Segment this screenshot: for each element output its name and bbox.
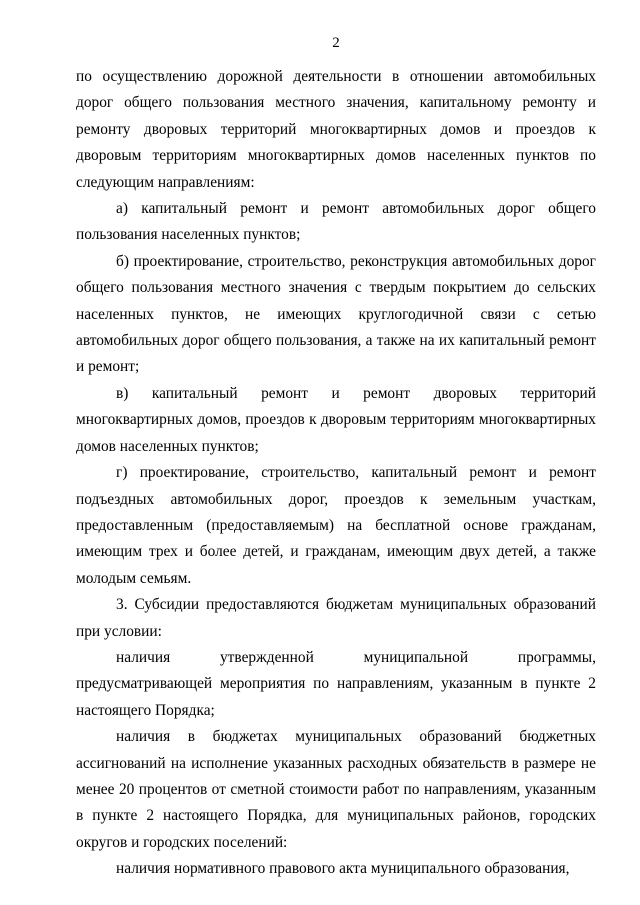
page-number: 2 (332, 35, 340, 51)
list-item-v: в) капитальный ремонт и ремонт дворовых территорий многоквартирных домов, проездов к дворовым территориям многоквартирных домов населенных пунктов; (76, 384, 596, 455)
condition-program: наличия утвержденной муниципальной программы, предусматривающей мероприятия по направлениям, указанным в пункте 2 настоящего Порядка; (76, 648, 596, 719)
condition-budget: наличия в бюджетах муниципальных образований бюджетных ассигнований на исполнение указанных расходных обязательств в размере не менее 20 процентов от сметной стоимости работ по направлениям, указанным в пункте 2 настоящего Порядка, для муниципальных районов, городских округов и городских поселений: (76, 728, 596, 851)
document-body (76, 64, 596, 883)
list-item-b: б) проектирование, строительство, реконструкция автомобильных дорог общего пользования местного значения с твердым покрытием до сельских населенных пунктов, не имеющих круглогодичной связи с сетью автомобильных дорог общего пользования, а также на их капитальный ремонт и ремонт; (76, 252, 596, 376)
paragraph-continuation: по осуществлению дорожной деятельности в отношении автомобильных дорог общего пользования местного значения, капитальному ремонту и ремонту дворовых территорий многоквартирных домов и проездов к дворовым территориям многоквартирных домов населенных пунктов по следующим направлениям: (76, 68, 596, 191)
list-item-a: а) капитальный ремонт и ремонт автомобильных дорог общего пользования населенных пунктов; (76, 200, 596, 244)
clause-3-heading: 3. Субсидии предоставляются бюджетам муниципальных образований при условии: (76, 596, 596, 640)
condition-normative-act: наличия нормативного правового акта муниципального образования, (116, 860, 570, 878)
list-item-g: г) проектирование, строительство, капитальный ремонт и ремонт подъездных автомобильных дорог, проездов к земельным участкам, предоставленным (предоставляемым) на бесплатной основе гражданам, имеющим трех и более детей, и гражданам, имеющим двух детей, а также молодым семьям. (76, 464, 596, 587)
